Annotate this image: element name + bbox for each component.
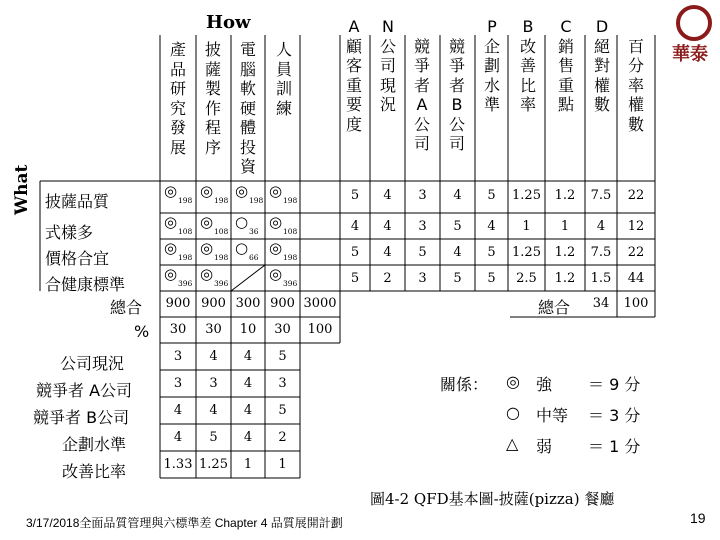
table-cell: 2.5 [516,271,537,286]
benchmark-value: 4 [173,403,183,418]
percent-value: 100 [307,322,333,337]
relation-score: 36 [249,227,259,236]
benchmark-value: 3 [209,376,218,391]
criteria-column-header: A 顧 客 重 要 度 [343,17,365,134]
table-cell: 1 [522,219,531,234]
strong-relation-icon: ◎ [200,182,214,200]
table-cell: 44 [627,271,645,286]
table-cell: 12 [627,219,645,234]
relation-score: 198 [178,253,193,262]
benchmark-row-label: 競爭者 A公司 [36,381,133,400]
strong-legend-icon: ◎ [506,372,520,391]
table-cell: 4 [596,219,606,234]
table-cell: 1.5 [590,271,612,286]
weak-legend-icon: △ [506,434,519,453]
table-cell: 4 [453,188,462,203]
relation-score: 396 [214,279,229,288]
benchmark-value: 3 [173,349,183,364]
legend-title: 關係： [440,375,489,394]
strong-relation-icon: ◎ [269,265,283,283]
table-cell: 22 [627,188,645,203]
strong-relation-icon: ◎ [164,239,178,257]
criteria-column-header: D 絕 對 權 數 [591,17,613,115]
table-cell: 4 [383,188,392,203]
total-value: 900 [270,296,295,311]
table-cell: 1.2 [554,245,576,260]
relation-score: 396 [283,279,298,288]
column-letter: N [382,17,394,36]
table-cell: 4 [383,219,392,234]
strong-relation-icon: ◎ [235,182,249,200]
table-cell: 1.2 [554,188,576,203]
totals-right-label: 總合 [538,298,571,317]
table-cell: 1.2 [554,271,576,286]
how-header: How [206,12,251,33]
column-letter: P [487,17,497,36]
relation-score: 108 [178,227,193,236]
table-cell: 1.25 [512,188,541,203]
what-row-label: 式樣多 [45,223,94,242]
benchmark-value: 1.33 [163,457,193,472]
benchmark-value: 1 [243,457,253,472]
criteria-column-header: 競 爭 者 A 公 司 [411,17,433,154]
column-letter: D [595,17,609,36]
what-row-label: 合健康標準 [45,275,126,294]
benchmark-value: 4 [243,349,253,364]
column-letter [625,17,647,37]
medium-relation-icon: ○ [235,213,249,231]
what-header: What [12,164,32,215]
total-value: 3000 [303,296,337,311]
criteria-column-header: B 改 善 比 率 [517,17,539,115]
strong-relation-icon: ◎ [164,182,178,200]
benchmark-value: 4 [173,430,183,445]
benchmark-value: 4 [243,430,253,445]
strong-relation-icon: ◎ [164,213,178,231]
how-column-header: 產 品 研 究 發 展 [169,40,186,157]
benchmark-value: 1.25 [199,457,228,472]
benchmark-row-label: 公司現況 [60,354,125,373]
column-letter [411,17,433,37]
medium-legend-icon: ○ [506,403,520,422]
strong-relation-icon: ◎ [269,239,283,257]
table-cell: 5 [487,271,496,286]
page-number: 19 [690,510,706,526]
footer-text: 3/17/2018全面品質管理與六標準差 Chapter 4 品質展開計劃 [26,516,343,530]
what-row-label: 披薩品質 [45,192,110,211]
criteria-column-header: C 銷 售 重 點 [555,17,577,115]
relation-score: 198 [283,196,298,205]
percent-label: % [134,322,150,341]
benchmark-row-label: 競爭者 B公司 [33,408,130,427]
benchmark-value: 2 [278,430,287,445]
table-cell: 5 [350,245,360,260]
relation-score: 66 [249,253,259,262]
benchmark-value: 3 [173,376,183,391]
table-cell: 5 [487,188,496,203]
relation-score: 108 [283,227,298,236]
column-letter: C [560,17,572,36]
relation-score: 108 [214,227,229,236]
totals-label: 總合 [110,298,143,317]
table-cell: 5 [487,245,496,260]
table-cell: 1 [560,219,570,234]
total-right-value: 34 [592,296,610,311]
legend-name: 中等 [536,406,569,425]
strong-relation-icon: ◎ [269,182,283,200]
total-right-value: 100 [623,296,649,311]
relation-score: 198 [178,196,193,205]
benchmark-row-label: 改善比率 [62,462,127,481]
benchmark-value: 1 [278,457,287,472]
criteria-column-header: P 企 劃 水 準 [481,17,503,115]
how-column-header: 電 腦 軟 硬 體 投 資 [239,40,256,176]
relation-score: 198 [214,196,229,205]
benchmark-value: 4 [209,403,218,418]
legend-name: 弱 [536,437,553,456]
total-value: 900 [201,296,226,311]
benchmark-row-label: 企劃水準 [62,435,127,454]
relation-score: 198 [214,253,229,262]
percent-value: 30 [205,322,222,337]
table-cell: 1.25 [512,245,541,260]
logo-text: 華泰 [672,44,708,65]
table-cell: 4 [350,219,360,234]
figure-caption: 圖4-2 QFD基本圖-披薩(pizza) 餐廳 [370,490,615,508]
how-column-header: 披 薩 製 作 程 序 [204,40,221,157]
logo-icon [676,5,712,41]
percent-value: 30 [169,322,187,337]
legend-score: ＝ 1 分 [588,437,641,456]
column-letter: A [348,17,360,36]
criteria-column-header: 百 分 率 權 數 [625,17,647,134]
legend-score: ＝ 9 分 [588,375,641,394]
table-cell: 3 [418,219,427,234]
table-cell: 5 [418,245,427,260]
relation-score: 198 [249,196,264,205]
table-cell: 22 [627,245,645,260]
column-letter: B [522,17,534,36]
table-cell: 2 [383,271,392,286]
strong-relation-icon: ◎ [269,213,283,231]
benchmark-value: 5 [278,349,287,364]
table-cell: 4 [383,245,392,260]
table-cell: 7.5 [590,245,612,260]
strong-relation-icon: ◎ [164,265,178,283]
table-cell: 3 [418,271,427,286]
benchmark-value: 5 [278,403,287,418]
table-cell: 5 [453,271,462,286]
column-letter [446,17,468,37]
percent-value: 30 [274,322,291,337]
total-value: 300 [235,296,261,311]
strong-relation-icon: ◎ [200,239,214,257]
strong-relation-icon: ◎ [200,213,214,231]
benchmark-value: 5 [209,430,218,445]
relation-score: 396 [178,279,193,288]
how-column-header: 人 員 訓 練 [275,40,292,118]
criteria-column-header: N 公 司 現 況 [377,17,399,115]
what-row-label: 價格合宜 [45,249,110,268]
table-cell: 4 [487,219,496,234]
table-cell: 7.5 [590,188,612,203]
table-cell: 5 [350,188,360,203]
medium-relation-icon: ○ [235,239,249,257]
table-cell: 5 [453,219,462,234]
total-value: 900 [165,296,191,311]
benchmark-value: 4 [243,376,253,391]
criteria-column-header: 競 爭 者 B 公 司 [446,17,468,154]
benchmark-value: 3 [278,376,287,391]
table-cell: 3 [418,188,427,203]
legend-score: ＝ 3 分 [588,406,641,425]
benchmark-value: 4 [243,403,253,418]
table-cell: 4 [453,245,462,260]
strong-relation-icon: ◎ [200,265,214,283]
benchmark-value: 4 [209,349,218,364]
legend-name: 強 [536,375,553,394]
table-cell: 5 [350,271,360,286]
relation-score: 198 [283,253,298,262]
percent-value: 10 [239,322,257,337]
